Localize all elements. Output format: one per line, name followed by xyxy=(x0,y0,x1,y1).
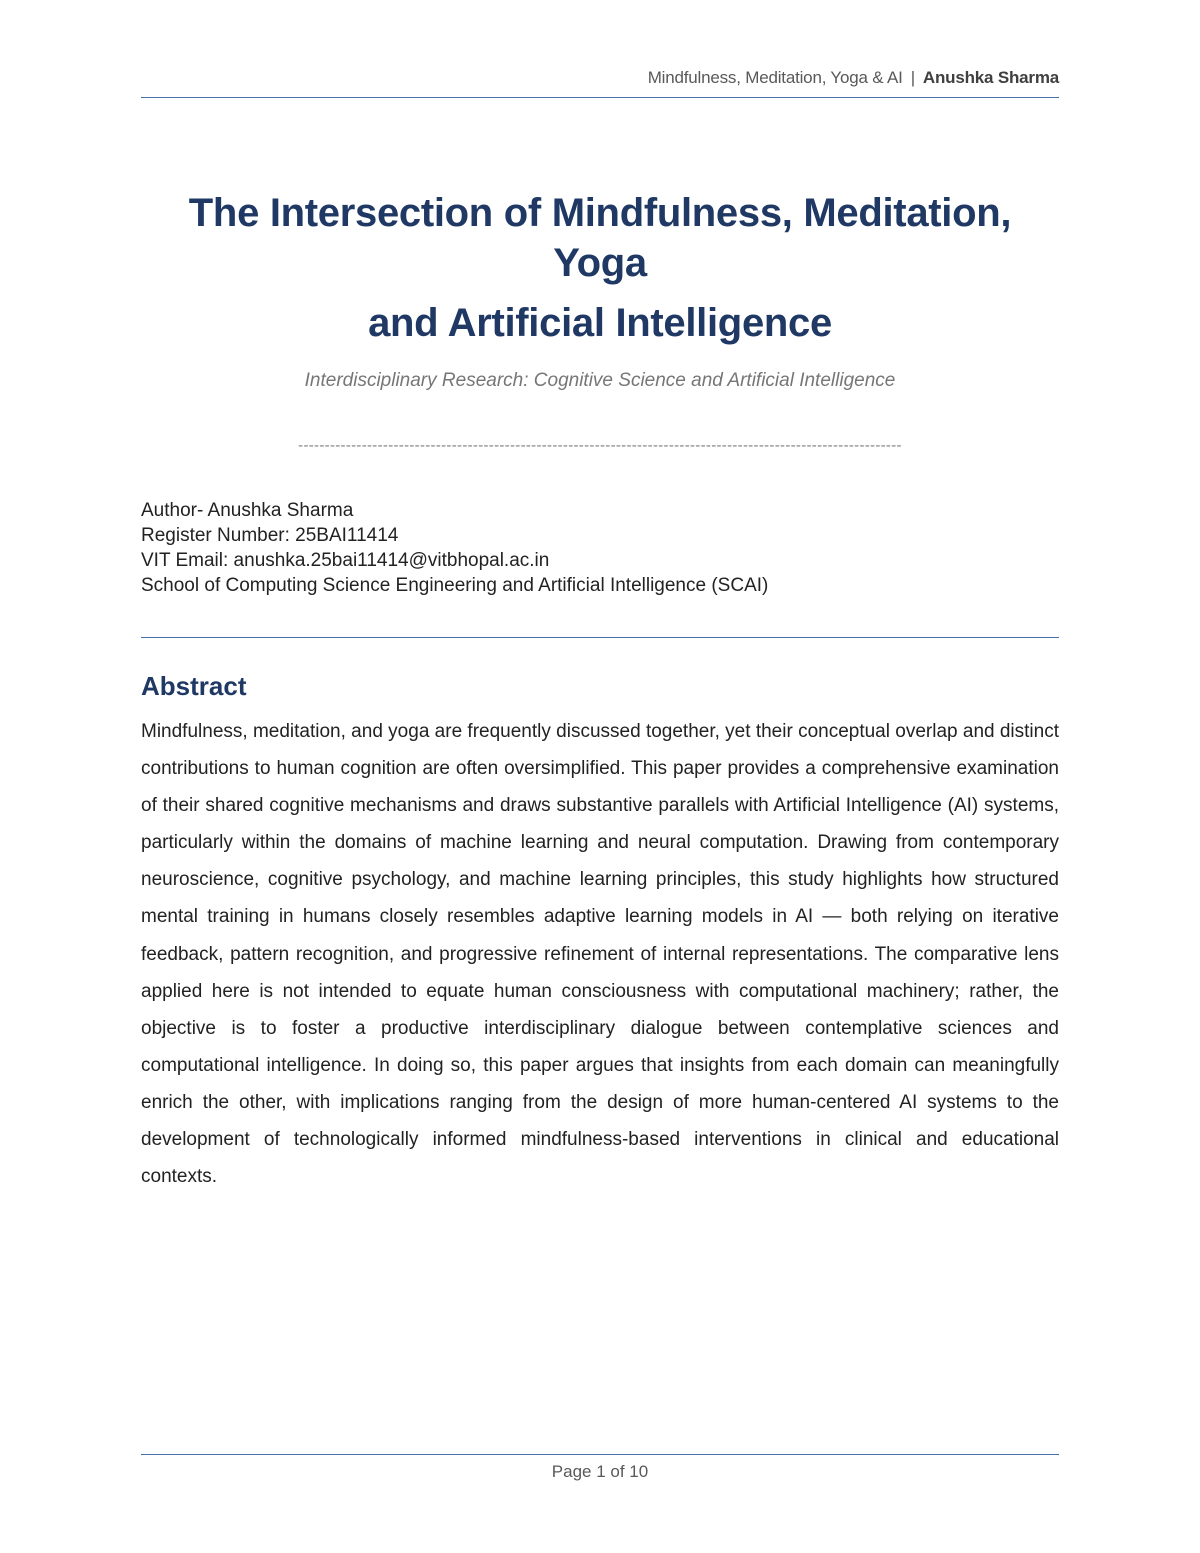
section-rule xyxy=(141,637,1059,638)
header-author: Anushka Sharma xyxy=(922,68,1059,87)
paper-title xyxy=(100,188,1100,348)
header-separator: | xyxy=(910,68,915,87)
dashed-divider: ------------------------------------------------------------------------------------------------------------------ xyxy=(298,437,902,454)
title-line-3: and Artificial Intelligence xyxy=(368,301,832,345)
author-school: School of Computing Science Engineering and Artificial Intelligence (SCAI) xyxy=(141,575,769,596)
title-line-2: Yoga xyxy=(553,241,647,285)
register-number: Register Number: 25BAI11414 xyxy=(141,525,399,546)
author-email: VIT Email: anushka.25bai11414@vitbhopal.ac.in xyxy=(141,550,550,571)
running-header xyxy=(141,68,1059,88)
page-number: Page 1 of 10 xyxy=(551,1462,649,1481)
abstract-heading: Abstract xyxy=(141,671,247,701)
running-title: Mindfulness, Meditation, Yoga & AI xyxy=(647,68,903,87)
author-name: Author- Anushka Sharma xyxy=(141,500,354,521)
abstract-body: Mindfulness, meditation, and yoga are frequently discussed together, yet their conceptual overlap and distinct contributions to human cognition are often oversimplified. This paper provides a comprehensive examination of their shared cognitive mechanisms and draws substantive parallels with Artificial Intelligence (AI) systems, particularly within the domains of machine learning and neural computation. Drawing from contemporary neuroscience, cognitive psychology, and machine learning principles, this study highlights how structured mental training in humans closely resembles adaptive learning models in AI — both relying on iterative feedback, pattern recognition, and progressive refinement of internal representations. The comparative lens applied here is not intended to equate human consciousness with computational machinery; rather, the objective is to foster a productive interdisciplinary dialogue between contemplative sciences and computational intelligence. In doing so, this paper argues that insights from each domain can meaningfully enrich the other, with implications ranging from the design of more human-centered AI systems to the development of technologically informed mindfulness-based interventions in clinical and educational contexts. xyxy=(141,721,1059,1188)
footer-rule xyxy=(141,1454,1059,1455)
header-rule xyxy=(141,97,1059,98)
paper-subtitle: Interdisciplinary Research: Cognitive Science and Artificial Intelligence xyxy=(304,370,896,391)
title-line-1: The Intersection of Mindfulness, Meditation, xyxy=(188,191,1012,235)
author-info xyxy=(141,498,768,598)
